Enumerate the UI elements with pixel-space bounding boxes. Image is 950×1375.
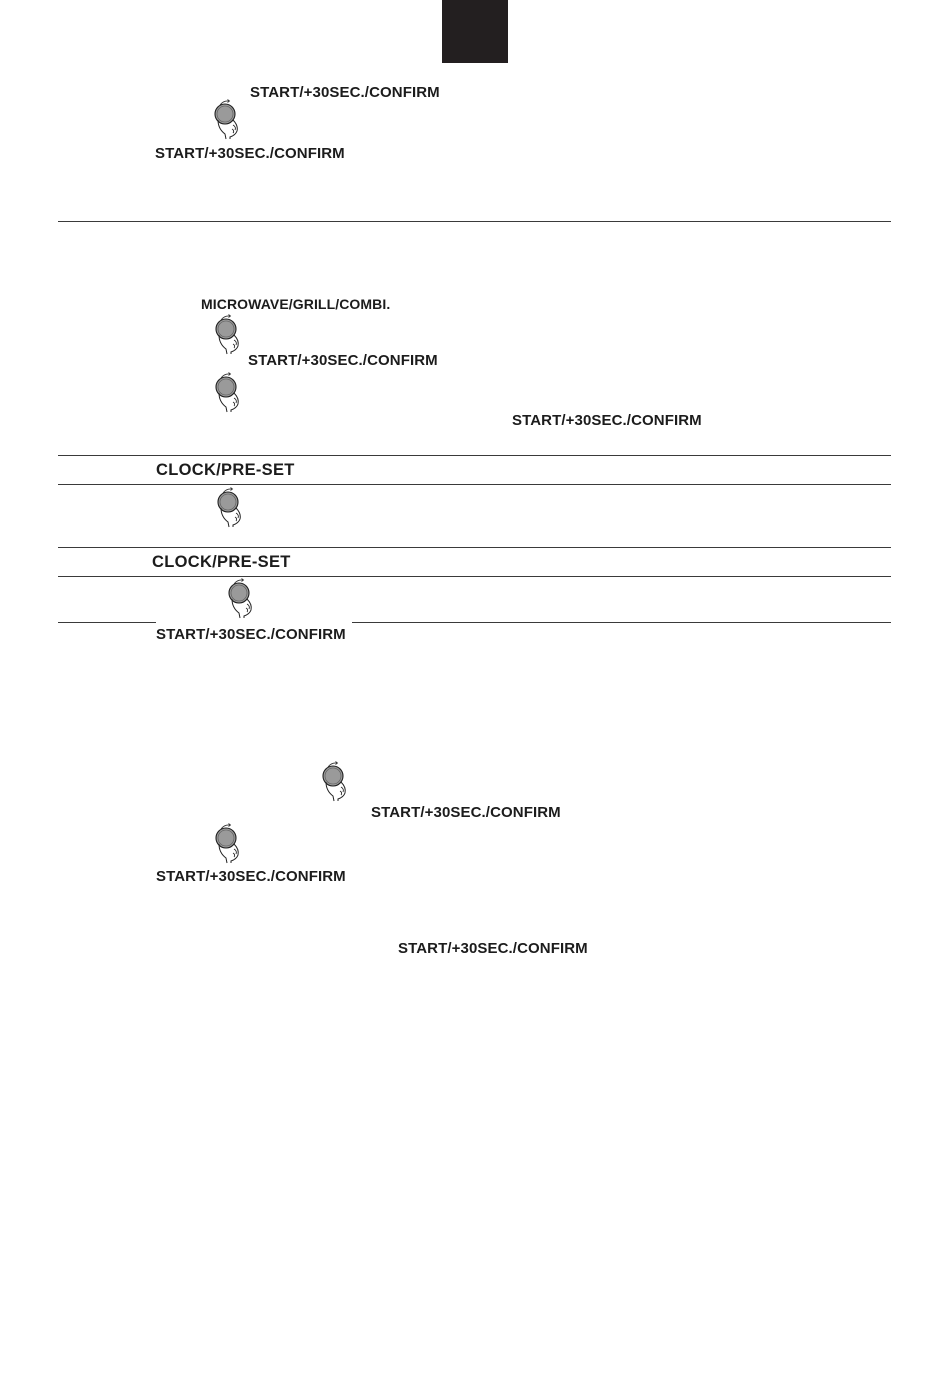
knob-icon	[213, 371, 247, 413]
knob-icon	[320, 760, 354, 802]
knob-icon	[215, 486, 249, 528]
knob-icon	[212, 98, 246, 140]
language-tab-marker	[442, 0, 508, 63]
start-confirm-label: START/+30SEC./CONFIRM	[248, 352, 438, 369]
section-divider	[58, 221, 891, 222]
start-confirm-label: START/+30SEC./CONFIRM	[156, 868, 346, 885]
table-rule	[58, 576, 891, 577]
knob-icon	[213, 313, 247, 355]
start-confirm-label: START/+30SEC./CONFIRM	[250, 84, 440, 101]
rule-gap	[156, 621, 352, 625]
start-confirm-label: START/+30SEC./CONFIRM	[512, 412, 702, 429]
start-confirm-label: START/+30SEC./CONFIRM	[398, 940, 588, 957]
knob-icon	[226, 577, 260, 619]
start-confirm-label: START/+30SEC./CONFIRM	[156, 626, 346, 643]
microwave-grill-combi-label: MICROWAVE/GRILL/COMBI.	[201, 296, 391, 312]
start-confirm-label: START/+30SEC./CONFIRM	[371, 804, 561, 821]
table-rule	[58, 484, 891, 485]
table-rule	[58, 547, 891, 548]
clock-preset-label: CLOCK/PRE-SET	[156, 461, 295, 479]
knob-icon	[213, 822, 247, 864]
table-rule	[58, 455, 891, 456]
start-confirm-label: START/+30SEC./CONFIRM	[155, 145, 345, 162]
clock-preset-label: CLOCK/PRE-SET	[152, 553, 291, 571]
